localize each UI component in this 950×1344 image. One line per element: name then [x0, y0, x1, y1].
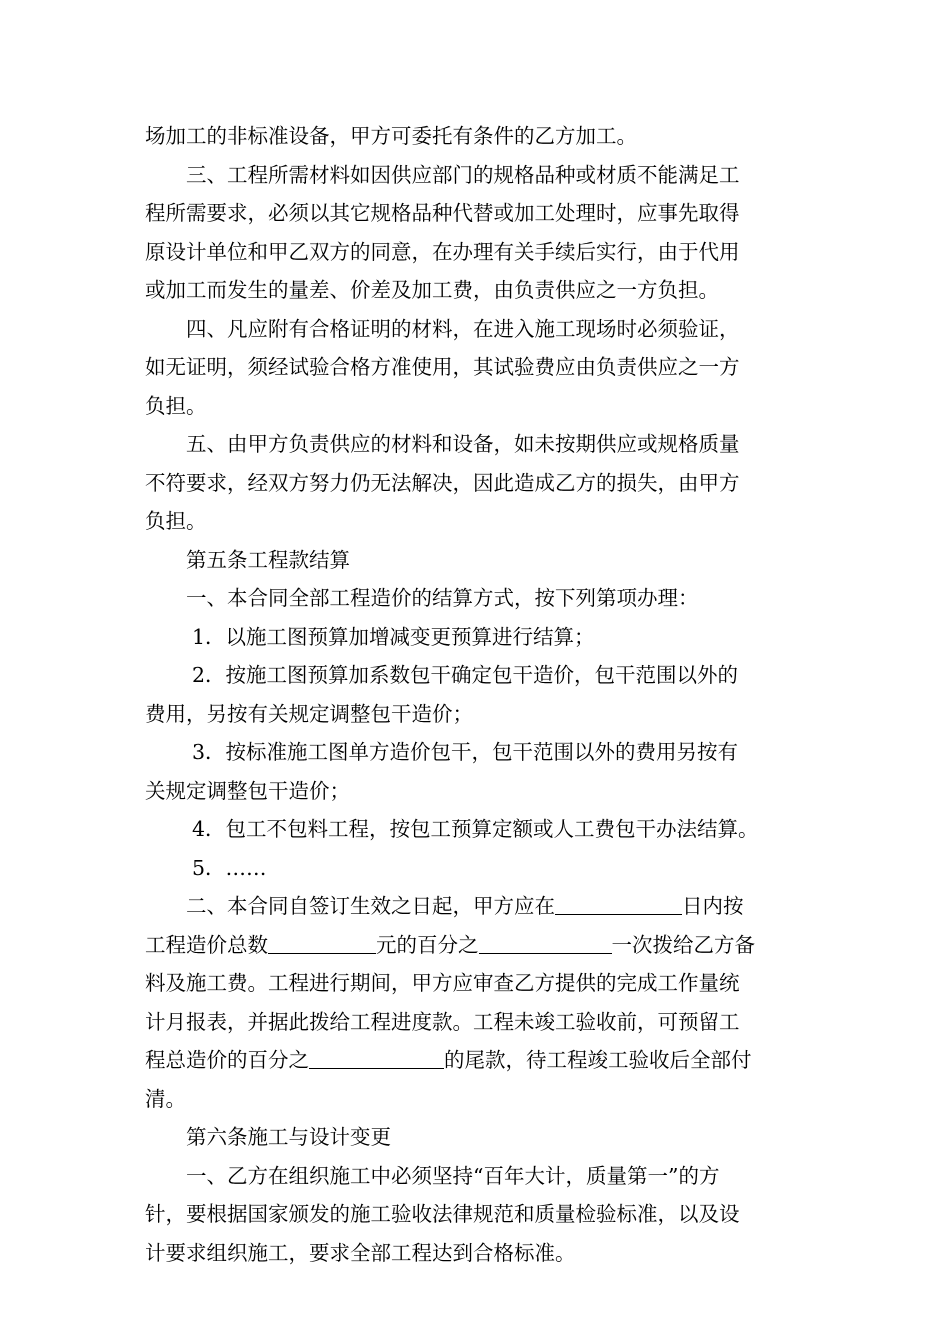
- clause-3-start: 三、工程所需材料如因供应部门的规格品种或材质不能满足工: [186, 162, 740, 187]
- text-line: 负担。: [145, 509, 207, 533]
- text-line: 针，要根据国家颁发的施工验收法律规范和质量检验标准，以及设: [145, 1202, 740, 1226]
- payment-clause-line-5: 程总造价的百分之 的尾款，待工程竣工验收后全部付: [145, 1041, 810, 1080]
- settlement-item-1: 1．以施工图预算加增减变更预算进行结算；: [192, 624, 595, 649]
- payment-clause-line-1: 二、本合同自签订生效之日起，甲方应在 日内按: [145, 887, 810, 926]
- settlement-item-2: 2．按施工图预算加系数包干确定包干造价，包干范围以外的: [192, 663, 739, 687]
- text-line: 料及施工费。工程进行期间，甲方应审查乙方提供的完成工作量统: [145, 971, 740, 995]
- text-line: 原设计单位和甲乙双方的同意，在办理有关手续后实行，由于代用: [145, 239, 740, 264]
- text-line: 计月报表，并据此拨给工程进度款。工程未竣工验收前，可预留工: [145, 1009, 740, 1034]
- settlement-item-3: 3．按标准施工图单方造价包干，包干范围以外的费用另按有: [192, 740, 739, 764]
- settlement-item-4: 4．包工不包料工程，按包工预算定额或人工费包干办法结算。: [192, 817, 759, 841]
- text-line: 或加工而发生的量差、价差及加工费，由负责供应之一方负担。: [145, 278, 719, 302]
- article-6-heading: 第六条施工与设计变更: [186, 1125, 391, 1149]
- text-line: 场加工的非标准设备，甲方可委托有条件的乙方加工。: [145, 124, 637, 148]
- text-line: 不符要求，经双方努力仍无法解决，因此造成乙方的损失，由甲方: [145, 470, 740, 495]
- blank-total-amount[interactable]: [268, 929, 376, 954]
- text-line: 计要求组织施工，要求全部工程达到合格标准。: [145, 1240, 576, 1265]
- blank-percent-advance[interactable]: [479, 929, 612, 954]
- settlement-clause-1: 一、本合同全部工程造价的结算方式，按下列第项办理：: [186, 586, 699, 610]
- blank-days[interactable]: [555, 890, 682, 915]
- article-5-heading: 第五条工程款结算: [186, 547, 350, 572]
- blank-percent-retention[interactable]: [309, 1044, 444, 1069]
- text-line: 关规定调整包干造价；: [145, 778, 350, 803]
- clause-4-start: 四、凡应附有合格证明的材料，在进入施工现场时必须验证，: [186, 316, 740, 341]
- clause-5-start: 五、由甲方负责供应的材料和设备，如未按期供应或规格质量: [186, 432, 740, 456]
- document-page: [145, 117, 810, 1272]
- text-line: 程所需要求，必须以其它规格品种代替或加工处理时，应事先取得: [145, 201, 740, 225]
- text-line: 费用，另按有关规定调整包干造价；: [145, 701, 473, 726]
- text-line: 负担。: [145, 393, 207, 418]
- payment-clause-line-2: 工程造价总数 元的百分之 一次拨给乙方备: [145, 926, 810, 965]
- settlement-item-5: 5．……: [192, 855, 267, 880]
- construction-clause-1: 一、乙方在组织施工中必须坚持“百年大计，质量第一”的方: [186, 1163, 720, 1188]
- text-line: 清。: [145, 1086, 186, 1111]
- text-line: 如无证明，须经试验合格方准使用，其试验费应由负责供应之一方: [145, 355, 740, 379]
